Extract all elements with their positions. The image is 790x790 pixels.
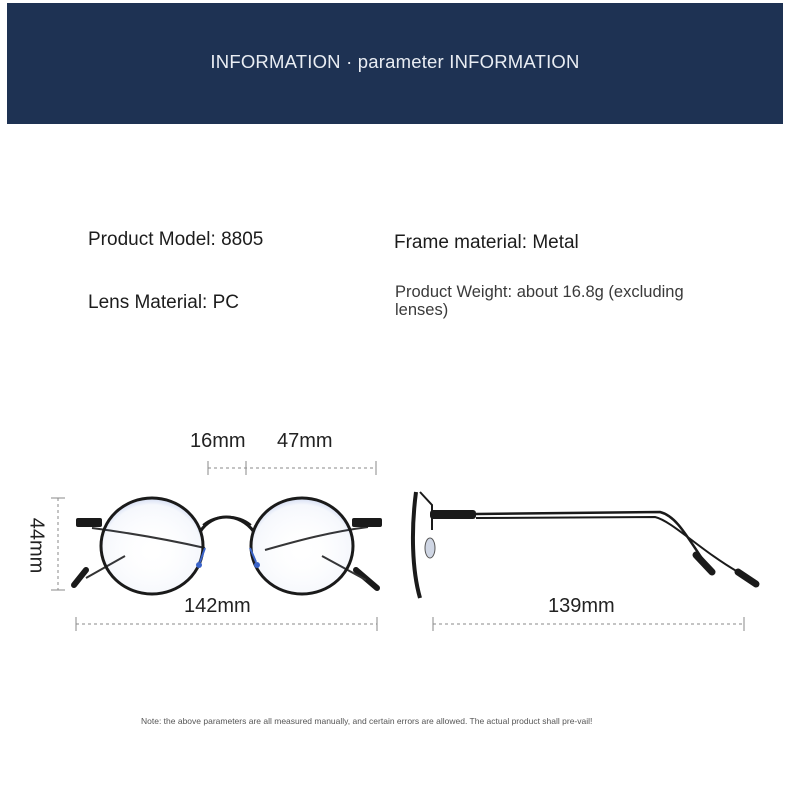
measurement-note: Note: the above parameters are all measured manually, and certain errors are allowed. The actual product shall pre-vail!: [141, 716, 593, 726]
product-weight-label: Product Weight:: [395, 283, 513, 301]
product-weight-value: about 16.8g (excluding lenses): [395, 283, 684, 319]
banner-title: INFORMATION · parameter INFORMATION: [210, 51, 580, 72]
product-model-label: Product Model:: [88, 229, 216, 250]
temple-length-dimension-label: 139mm: [548, 595, 615, 617]
lens-material-label: Lens Material:: [88, 292, 208, 313]
temple-dimension-line: [433, 617, 744, 631]
product-model-value: 8805: [221, 229, 264, 250]
frame-width-dimension-label: 142mm: [184, 595, 251, 617]
height-dimension-line: [51, 498, 65, 590]
frame-material-label: Frame material:: [394, 232, 528, 253]
front-view-glasses: [74, 498, 382, 594]
side-view-glasses: [413, 492, 756, 598]
lens-width-dimension-label: 47mm: [277, 430, 333, 452]
lens-height-dimension-label: 44mm: [25, 517, 48, 574]
frame-material-value: Metal: [532, 232, 579, 253]
lens-material-value: PC: [212, 292, 240, 313]
bridge-dimension-label: 16mm: [190, 430, 246, 452]
top-dimension-line: [208, 461, 376, 475]
width-dimension-line: [76, 617, 377, 631]
